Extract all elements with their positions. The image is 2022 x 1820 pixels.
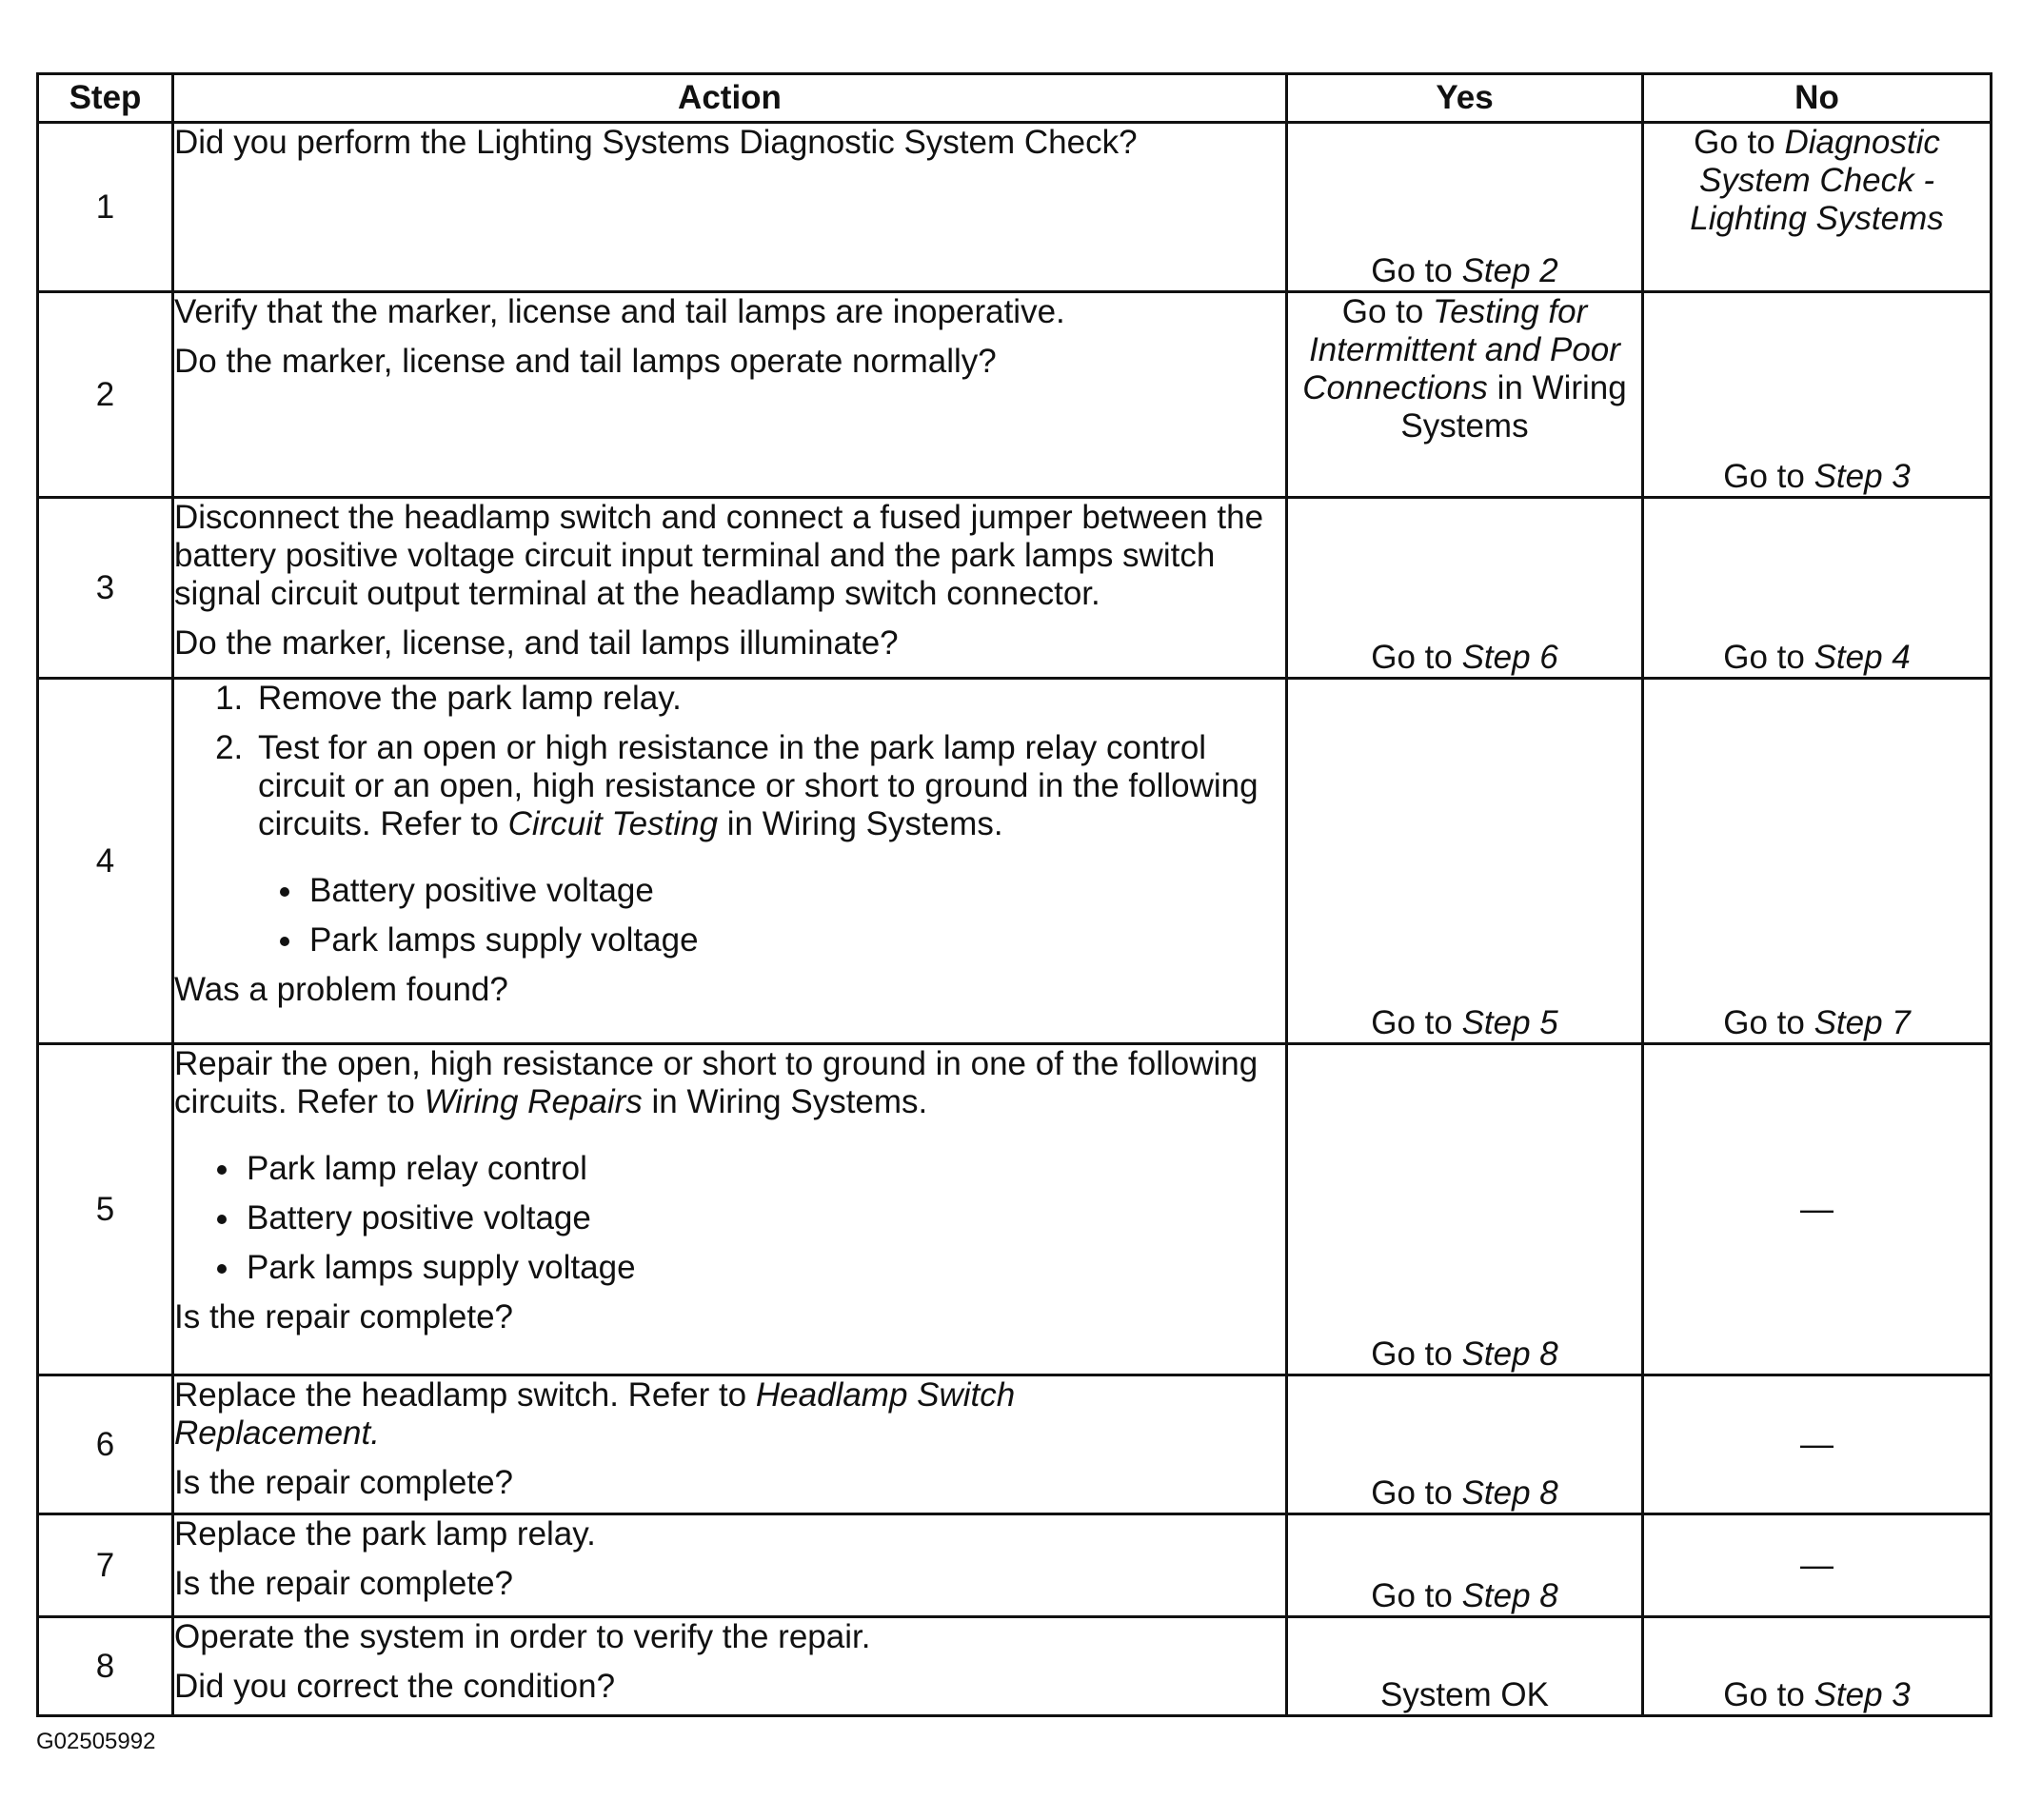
yes-prefix: Go to [1371,1335,1462,1373]
header-no: No [1643,74,1992,123]
no-cell [1643,498,1992,679]
action-text [174,1376,1285,1453]
no-cell [1643,1044,1992,1375]
table-row [38,498,1992,679]
figure-code: G02505992 [36,1729,156,1754]
no-reference: Step 4 [1814,639,1911,676]
yes-prefix: Go to [1371,639,1462,676]
no-dash: — [1800,1190,1834,1228]
list-item [252,729,1285,959]
no-prefix: Go to [1723,458,1814,495]
action-cell [173,498,1287,679]
yes-prefix: Go to [1371,252,1462,289]
action-question: Was a problem found? [174,971,508,1008]
yes-cell [1287,498,1643,679]
yes-cell [1287,679,1643,1044]
table-row [38,123,1992,292]
step-number: 3 [38,498,173,679]
list-item-suffix: in Wiring Systems. [718,805,1003,842]
no-prefix: Go to [1694,124,1785,161]
action-question: Did you perform the Lighting Systems Diagnostic System Check? [174,124,1138,161]
bullet-item: • Battery positive voltage [243,1199,1285,1237]
no-reference: Step 3 [1814,458,1911,495]
no-dash: — [1800,1425,1834,1463]
yes-cell [1287,1514,1643,1617]
step-number: 8 [38,1617,173,1716]
bullet-item: • Park lamp relay control [243,1150,1285,1188]
no-cell [1643,123,1992,292]
table-row [38,679,1992,1044]
numbered-list [174,680,1285,959]
action-question: Do the marker, license, and tail lamps illuminate? [174,624,899,662]
bullet-item: • Park lamps supply voltage [243,1249,1285,1287]
yes-reference: Step 2 [1461,252,1558,289]
list-item-text: Remove the park lamp relay. [258,680,682,717]
yes-cell [1287,1375,1643,1514]
no-reference: Step 7 [1814,1004,1911,1041]
step-number: 1 [38,123,173,292]
header-action: Action [173,74,1287,123]
yes-reference: Step 6 [1461,639,1558,676]
action-cell [173,292,1287,498]
action-text-prefix: Repair the open, high resistance or short to ground in one of the following circuits. Refer to [174,1045,1259,1120]
yes-prefix: Go to [1371,1004,1462,1041]
header-step: Step [38,74,173,123]
action-cell [173,1044,1287,1375]
table-row [38,292,1992,498]
table-row [38,1375,1992,1514]
step-number: 2 [38,292,173,498]
list-item-reference: Circuit Testing [507,805,719,842]
action-text: Operate the system in order to verify the repair. [174,1618,871,1655]
yes-cell [1287,123,1643,292]
yes-cell [1287,292,1643,498]
action-text-suffix: in Wiring Systems. [642,1083,928,1120]
table-row [38,1617,1992,1716]
diagnostic-table [36,72,1992,1717]
yes-prefix: Go to [1371,1474,1462,1512]
action-text: Disconnect the headlamp switch and connect a fused jumper between the battery positive voltage circuit input terminal and the park lamps switch signal circuit output terminal at the headlamp switch connector. [174,499,1264,612]
action-cell [173,679,1287,1044]
action-text [174,1045,1285,1121]
no-reference: Diagnostic System Check - Lighting Systems [1690,124,1944,237]
list-item-text: Test for an open or high resistance in the park lamp relay control circuit or an open, high resistance or short to ground in the following circuits. Refer to [258,729,1259,842]
action-reference: Wiring Repairs [424,1083,643,1120]
header-yes: Yes [1287,74,1643,123]
bullet-list [174,1150,1285,1287]
step-number: 5 [38,1044,173,1375]
yes-reference: Step 8 [1461,1577,1558,1614]
yes-cell [1287,1617,1643,1716]
no-prefix: Go to [1723,1676,1814,1713]
table-row [38,1044,1992,1375]
no-cell [1643,1375,1992,1514]
list-item [252,680,1285,718]
yes-reference: Step 5 [1461,1004,1558,1041]
yes-reference: Step 8 [1461,1335,1558,1373]
step-number: 4 [38,679,173,1044]
step-number: 7 [38,1514,173,1617]
action-text-prefix: Replace the headlamp switch. Refer to [174,1376,756,1414]
action-cell [173,123,1287,292]
action-text: Verify that the marker, license and tail lamps are inoperative. [174,293,1065,330]
action-question: Is the repair complete? [174,1298,514,1335]
action-reference: Headlamp Switch Replacement. [174,1376,1016,1452]
yes-reference: Testing for Intermittent and Poor Connections [1302,293,1620,406]
yes-prefix: Go to [1341,293,1434,330]
yes-prefix: Go to [1371,1577,1462,1614]
no-cell [1643,292,1992,498]
no-cell [1643,679,1992,1044]
yes-reference: Step 8 [1461,1474,1558,1512]
no-dash: — [1800,1546,1834,1584]
yes-suffix: in Wiring Systems [1400,369,1627,445]
bullet-item: • Park lamps supply voltage [306,921,1285,959]
bullet-list [258,872,1285,959]
action-question: Do the marker, license and tail lamps operate normally? [174,343,997,380]
action-question: Is the repair complete? [174,1565,514,1602]
no-cell [1643,1617,1992,1716]
action-cell [173,1617,1287,1716]
no-prefix: Go to [1723,639,1814,676]
no-reference: Step 3 [1814,1676,1911,1713]
bullet-item: • Battery positive voltage [306,872,1285,910]
yes-cell [1287,1044,1643,1375]
table-row [38,1514,1992,1617]
table-header-row [38,74,1992,123]
action-cell [173,1375,1287,1514]
no-prefix: Go to [1723,1004,1814,1041]
action-question: Did you correct the condition? [174,1668,616,1705]
no-cell [1643,1514,1992,1617]
action-cell [173,1514,1287,1617]
action-text: Replace the park lamp relay. [174,1515,596,1553]
step-number: 6 [38,1375,173,1514]
action-question: Is the repair complete? [174,1464,514,1501]
yes-text: System OK [1380,1676,1549,1713]
